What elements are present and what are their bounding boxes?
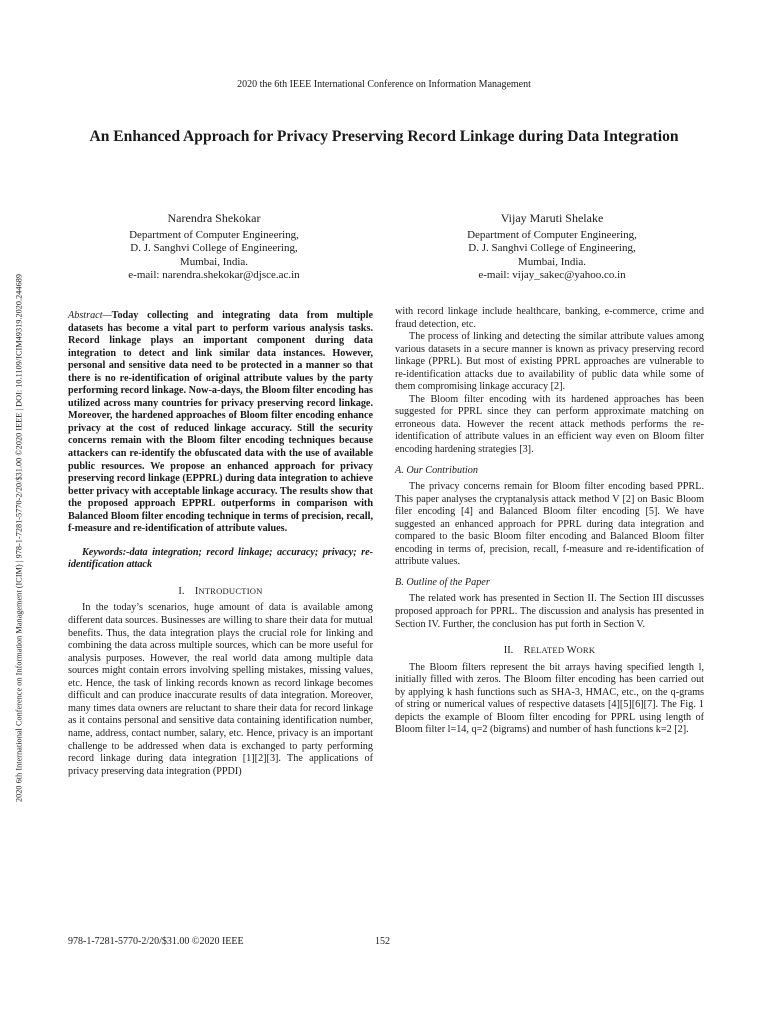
author-name: Narendra Shekokar bbox=[167, 211, 261, 225]
contribution-paragraph: The privacy concerns remain for Bloom filter encoding based PPRL. This paper analyses the cryptanalysis attack method V [2] on Basic Bloom filer encoding [4] and Balanced Bloom filter encoding [5]. We have suggested an enhanced approach for PPRL during data integration and compared to the basic Bloom filter encoding and Balanced Bloom filter encoding in terms of, precision, recall, f-measure and re-identification of attribute values. bbox=[395, 481, 704, 568]
author-city: Mumbai, India. bbox=[179, 255, 249, 268]
author-department: Department of Computer Engineering, bbox=[129, 228, 299, 241]
abstract-label: Abstract— bbox=[68, 310, 112, 321]
section-title-initial: I bbox=[194, 585, 199, 597]
introduction-paragraph-2: The process of linking and detecting the similar attribute values among various datasets in a secure manner is known as privacy preserving record linkage (PPRL). But most of existing PPRL approaches are vulnerable to re-identification attacks due to availability of public data while some of them compromising linkage accuracy [2]. bbox=[395, 331, 704, 393]
author-block-1 bbox=[90, 212, 338, 283]
paper-title: An Enhanced Approach for Privacy Preserving Record Linkage during Data Integration bbox=[89, 128, 679, 145]
section-title-initial: R bbox=[523, 645, 531, 657]
section-title-rest: NTRODUCTION bbox=[198, 585, 263, 596]
abstract-body: Today collecting and integrating data from multiple datasets has become a vital part to perform various analysis tasks. Record linkage plays an important component during data integration to detect and link similar data instances. However, personal and sensitive data need to be protected in a manner so that there is no re-identification of original attribute values by the party performing record linkage. Now-a-days, the Bloom filter encoding has utilized across many countries for privacy preserving record linkage. Moreover, the hardened approaches of Bloom filter encoding enhance privacy at the cost of reduced linkage accuracy. Still the security concerns remain with the Bloom filter encoding techniques because attackers can re-identify the obfuscated data with the use of available public resources. We propose an enhanced approach for privacy preserving record linkage (EPPRL) during data integration to achieve better privacy with acceptable linkage accuracy. The results show that the proposed approach EPPRL outperforms in comparison with Balanced Bloom filter encoding technique in terms of precision, recall, f-measure and re-identification of attribute values. bbox=[68, 310, 373, 535]
doi-sidebar-text: 2020 6th International Conference on Information Management (ICIM) | 978-1-7281-5770-2/20/$31.00 ©2020 IEEE | DOI: 10.1109/ICIM49319.2020.244689 bbox=[14, 273, 24, 803]
author-email: e-mail: narendra.shekokar@djsce.ac.in bbox=[128, 269, 300, 281]
keywords: Keywords:-data integration; record linkage; accuracy; privacy; re-identification attack bbox=[68, 546, 373, 571]
subsection-heading-contribution: A. Our Contribution bbox=[395, 464, 478, 476]
author-college: D. J. Sanghvi College of Engineering, bbox=[130, 242, 298, 254]
author-city: Mumbai, India. bbox=[517, 255, 587, 268]
section-title-rest: ELATED bbox=[530, 645, 565, 656]
author-department: Department of Computer Engineering, bbox=[467, 228, 637, 241]
section-title-rest-2: ORK bbox=[576, 645, 596, 656]
author-college: D. J. Sanghvi College of Engineering, bbox=[468, 242, 636, 254]
doi-sidebar bbox=[12, 218, 26, 858]
section-number: I. bbox=[178, 585, 185, 597]
footer-isbn: 978-1-7281-5770-2/20/$31.00 ©2020 IEEE bbox=[68, 936, 244, 947]
related-work-paragraph: The Bloom filters represent the bit arrays having specified length l, initially filled with zeros. The Bloom filter encoding has been carried out by applying k hash functions such as SHA-3, HMAC, etc., on the q-grams of string or numerical values of respective datasets [4][5][6][7]. The Fig. 1 depicts the example of Bloom filter encoding for PPRL using length of Bloom filter l=14, q=2 (bigrams) and number of hash functions k=2 [2]. bbox=[395, 661, 704, 736]
section-title-initial-2: W bbox=[566, 645, 577, 657]
page-number: 152 bbox=[375, 936, 390, 947]
abstract bbox=[68, 310, 373, 536]
introduction-paragraph: In the today’s scenarios, huge amount of data is available among different data sources. Businesses are willing to share their data for mutual benefits. Thus, the data integration plays the crucial role for linking and combining the data across multiple sources, which can be more useful for analysis purposes. However, the real world data among multiple data sources might contain errors involving spelling mistakes, missing values, etc. Hence, the task of linking records known as record linkage becomes difficult and can produce inaccurate results of data integration. Moreover, many times data owners are reluctant to share their data for record linkage as it contains personal and sensitive data containing identification number, name, address, contact number, salary, etc. Hence, privacy is an important challenge to be addressed when data is exchanged to party performing record linkage during data integration [1][2][3]. The applications of privacy preserving data integration (PPDI) bbox=[68, 602, 373, 777]
left-column bbox=[68, 310, 373, 778]
section-number: II. bbox=[503, 645, 514, 657]
subsection-heading-outline: B. Outline of the Paper bbox=[395, 576, 490, 588]
author-block-2 bbox=[428, 212, 676, 283]
section-heading-introduction bbox=[68, 585, 373, 599]
section-heading-related-work bbox=[395, 644, 704, 658]
conference-header: 2020 the 6th IEEE International Conference on Information Management bbox=[237, 79, 531, 90]
right-column bbox=[395, 306, 704, 737]
author-email: e-mail: vijay_sakec@yahoo.co.in bbox=[478, 269, 626, 281]
introduction-continuation: with record linkage include healthcare, banking, e-commerce, crime and fraud detection, etc. bbox=[395, 306, 704, 330]
author-name: Vijay Maruti Shelake bbox=[500, 211, 604, 225]
outline-paragraph: The related work has presented in Section II. The Section III discusses proposed approach for PPRL. The discussion and analysis has presented in Section IV. Further, the conclusion has put forth in Section V. bbox=[395, 593, 704, 630]
introduction-paragraph-3: The Bloom filter encoding with its hardened approaches has been suggested for PPRL since they can perform approximate matching on erroneous data. However the recent attack methods performs the re-identification of attribute values in an efficient way even on Bloom filter encoding hardening strategies [3]. bbox=[395, 393, 704, 456]
